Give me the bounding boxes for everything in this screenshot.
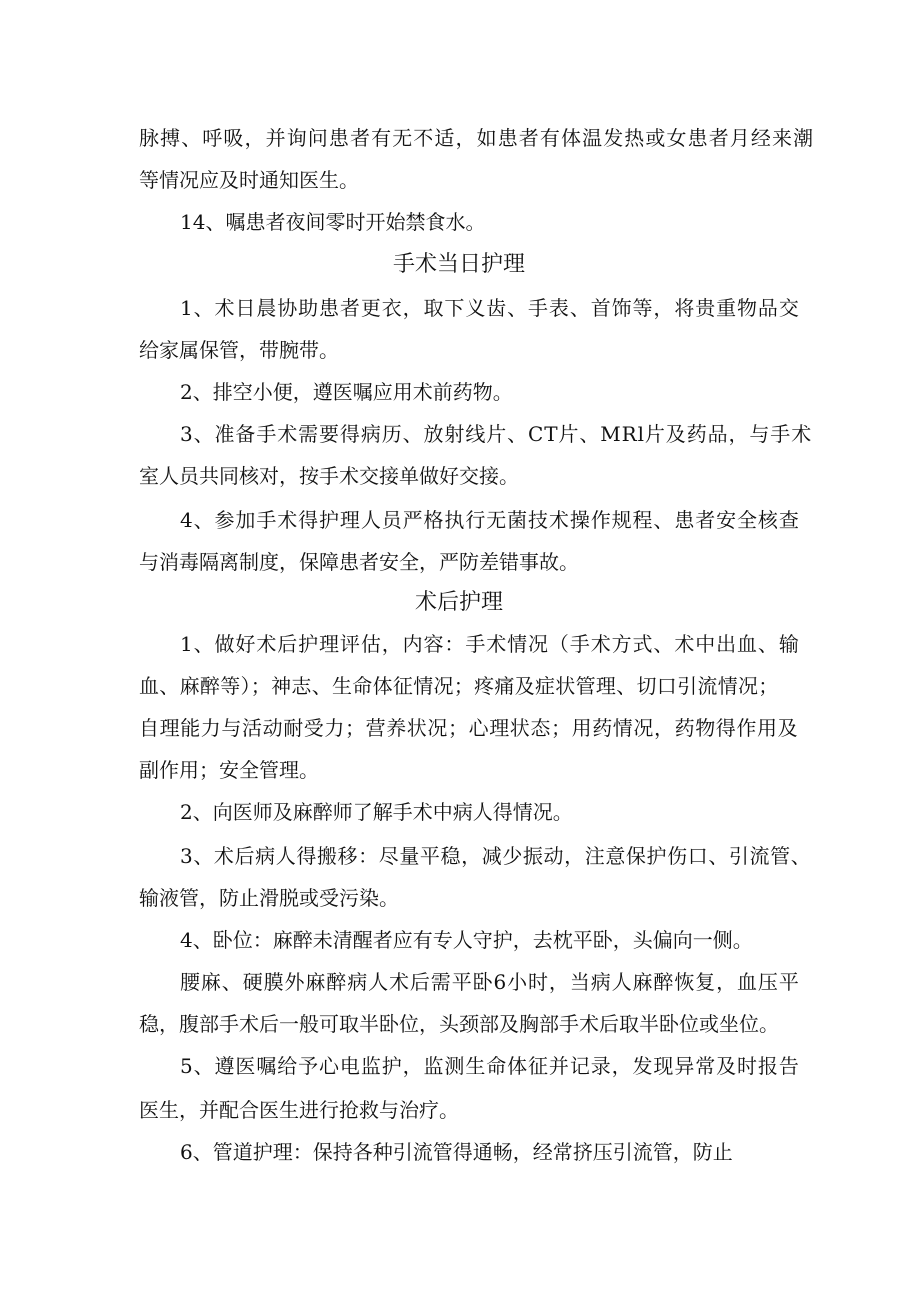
surgery-day-line-4: 3、准备手术需要得病历、放射线片、CT片、MRl片及药品，与手术 xyxy=(180,422,813,446)
post-op-line-8: 4、卧位：麻醉未清醒者应有专人守护，去枕平卧，头偏向一侧。 xyxy=(180,928,753,952)
post-op-line-6: 3、术后病人得搬移：尽量平稳，减少振动，注意保护伤口、引流管、 xyxy=(180,844,812,868)
surgery-day-line-5: 室人员共同核对，按手术交接单做好交接。 xyxy=(139,464,519,488)
intro-item-14: 14、嘱患者夜间零时开始禁食水。 xyxy=(180,210,486,234)
post-op-line-1: 1、做好术后护理评估，内容：手术情况（手术方式、术中出血、输 xyxy=(180,632,800,656)
surgery-day-line-6: 4、参加手术得护理人员严格执行无菌技术操作规程、患者安全核查 xyxy=(180,508,800,532)
surgery-day-line-7: 与消毒隔离制度，保障患者安全，严防差错事故。 xyxy=(139,550,579,574)
intro-line-2: 等情况应及时通知医生。 xyxy=(139,168,359,192)
post-op-line-12: 医生，并配合医生进行抢救与治疗。 xyxy=(139,1098,459,1122)
post-op-line-10: 稳，腹部手术后一般可取半卧位，头颈部及胸部手术后取半卧位或坐位。 xyxy=(139,1012,779,1036)
post-op-line-7: 输液管，防止滑脱或受污染。 xyxy=(139,886,399,910)
surgery-day-line-2: 给家属保管，带腕带。 xyxy=(139,338,339,362)
section-title-surgery-day: 手术当日护理 xyxy=(393,252,526,277)
post-op-line-4: 副作用；安全管理。 xyxy=(139,758,319,782)
post-op-line-11: 5、遵医嘱给予心电监护，监测生命体征并记录，发现异常及时报告 xyxy=(180,1054,800,1078)
post-op-line-3: 自理能力与活动耐受力；营养状况；心理状态；用药情况，药物得作用及 xyxy=(139,716,799,740)
post-op-line-13: 6、管道护理：保持各种引流管得通畅，经常挤压引流管，防止 xyxy=(180,1140,733,1164)
section-title-post-op: 术后护理 xyxy=(415,590,504,615)
surgery-day-line-1: 1、术日晨协助患者更衣，取下义齿、手表、首饰等，将贵重物品交 xyxy=(180,296,800,320)
post-op-line-2: 血、麻醉等）；神志、生命体征情况；疼痛及症状管理、切口引流情况； xyxy=(139,674,779,698)
post-op-line-5: 2、向医师及麻醉师了解手术中病人得情况。 xyxy=(180,800,573,824)
intro-line-1: 脉搏、呼吸，并询问患者有无不适，如患者有体温发热或女患者月经来潮 xyxy=(139,126,815,150)
surgery-day-line-3: 2、排空小便，遵医嘱应用术前药物。 xyxy=(180,380,513,404)
post-op-line-9: 腰麻、硬膜外麻醉病人术后需平卧6小时，当病人麻醉恢复，血压平 xyxy=(180,970,800,994)
